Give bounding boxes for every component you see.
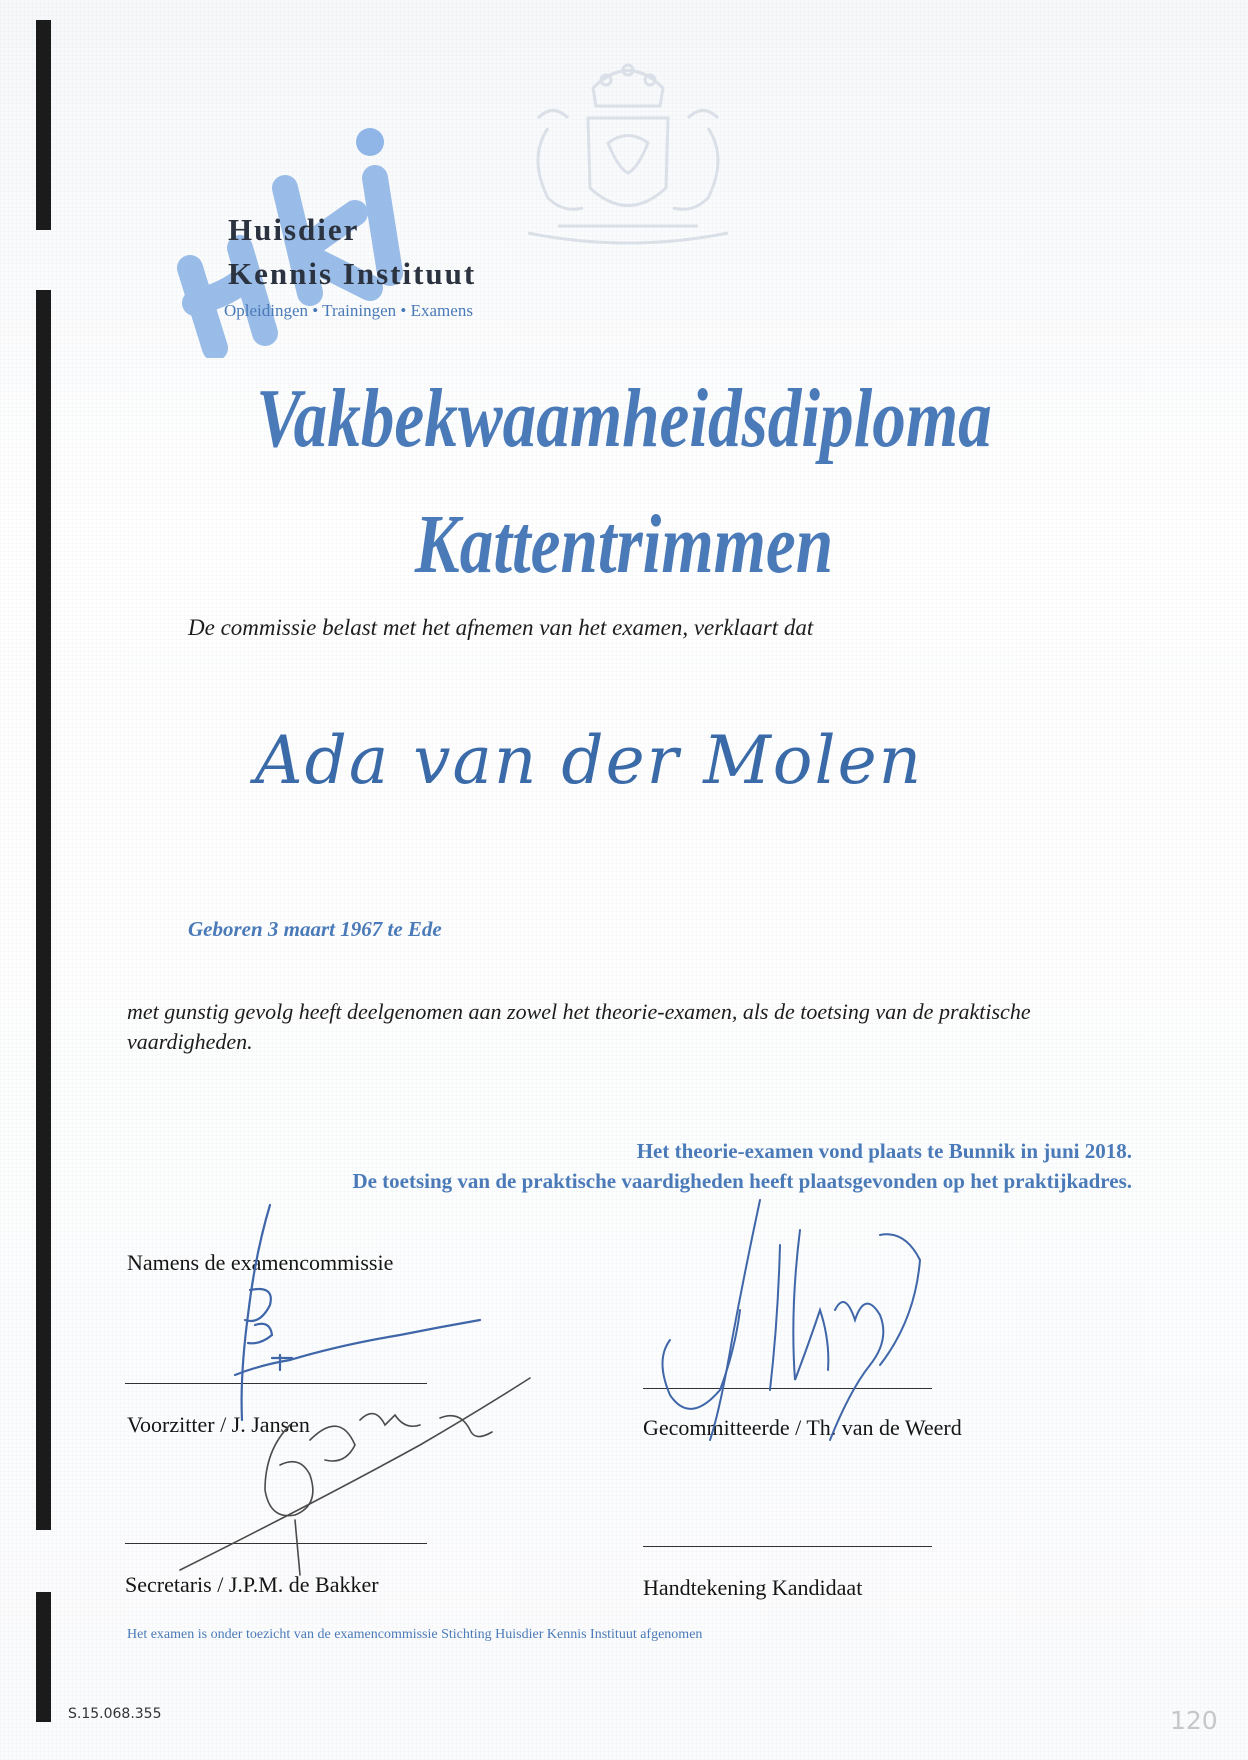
candidate-signature-line bbox=[643, 1546, 932, 1547]
left-edge-bar bbox=[36, 290, 51, 1530]
candidate-name: Ada van der Molen bbox=[255, 722, 924, 799]
logo-tagline: Opleidingen • Trainingen • Examens bbox=[224, 301, 473, 320]
candidate-signature-label: Handtekening Kandidaat bbox=[643, 1575, 863, 1600]
document-code: S.15.068.355 bbox=[68, 1706, 162, 1722]
page-number: 120 bbox=[1170, 1706, 1218, 1735]
theory-exam-note: Het theorie-examen vond plaats te Bunnik in juni 2018. bbox=[636, 1139, 1132, 1163]
left-edge-bar bbox=[36, 1592, 51, 1722]
delegate-label: Gecommitteerde / Th. van de Weerd bbox=[643, 1415, 962, 1440]
secretary-label: Secretaris / J.P.M. de Bakker bbox=[125, 1572, 379, 1597]
logo-name-line-2: Kennis Instituut bbox=[228, 256, 477, 291]
practical-exam-note: De toetsing van de praktische vaardigheden heeft plaatsgevonden op het praktijkadres. bbox=[352, 1169, 1132, 1193]
left-edge-bar bbox=[36, 20, 51, 230]
birth-details: Geboren 3 maart 1967 te Ede bbox=[188, 917, 442, 941]
chair-label: Voorzitter / J. Jansen bbox=[127, 1412, 310, 1437]
result-statement: met gunstig gevolg heeft deelgenomen aan zowel het theorie-examen, als de toetsing van de praktische vaardigheden. bbox=[127, 999, 1031, 1054]
logo-name-line-1: Huisdier bbox=[228, 212, 360, 247]
delegate-signature bbox=[650, 1190, 950, 1470]
secretary-signature bbox=[170, 1370, 550, 1600]
diploma-subtitle: Kattentrimmen bbox=[414, 498, 834, 591]
embossed-crest-icon bbox=[488, 48, 768, 268]
committee-label: Namens de examencommissie bbox=[127, 1250, 394, 1275]
footer-note: Het examen is onder toezicht van de examencommissie Stichting Huisdier Kennis Instituut afgenomen bbox=[127, 1627, 703, 1642]
intro-statement: De commissie belast met het afnemen van het examen, verklaart dat bbox=[188, 615, 814, 640]
diploma-title: Vakbekwaamheidsdiploma bbox=[256, 372, 992, 465]
